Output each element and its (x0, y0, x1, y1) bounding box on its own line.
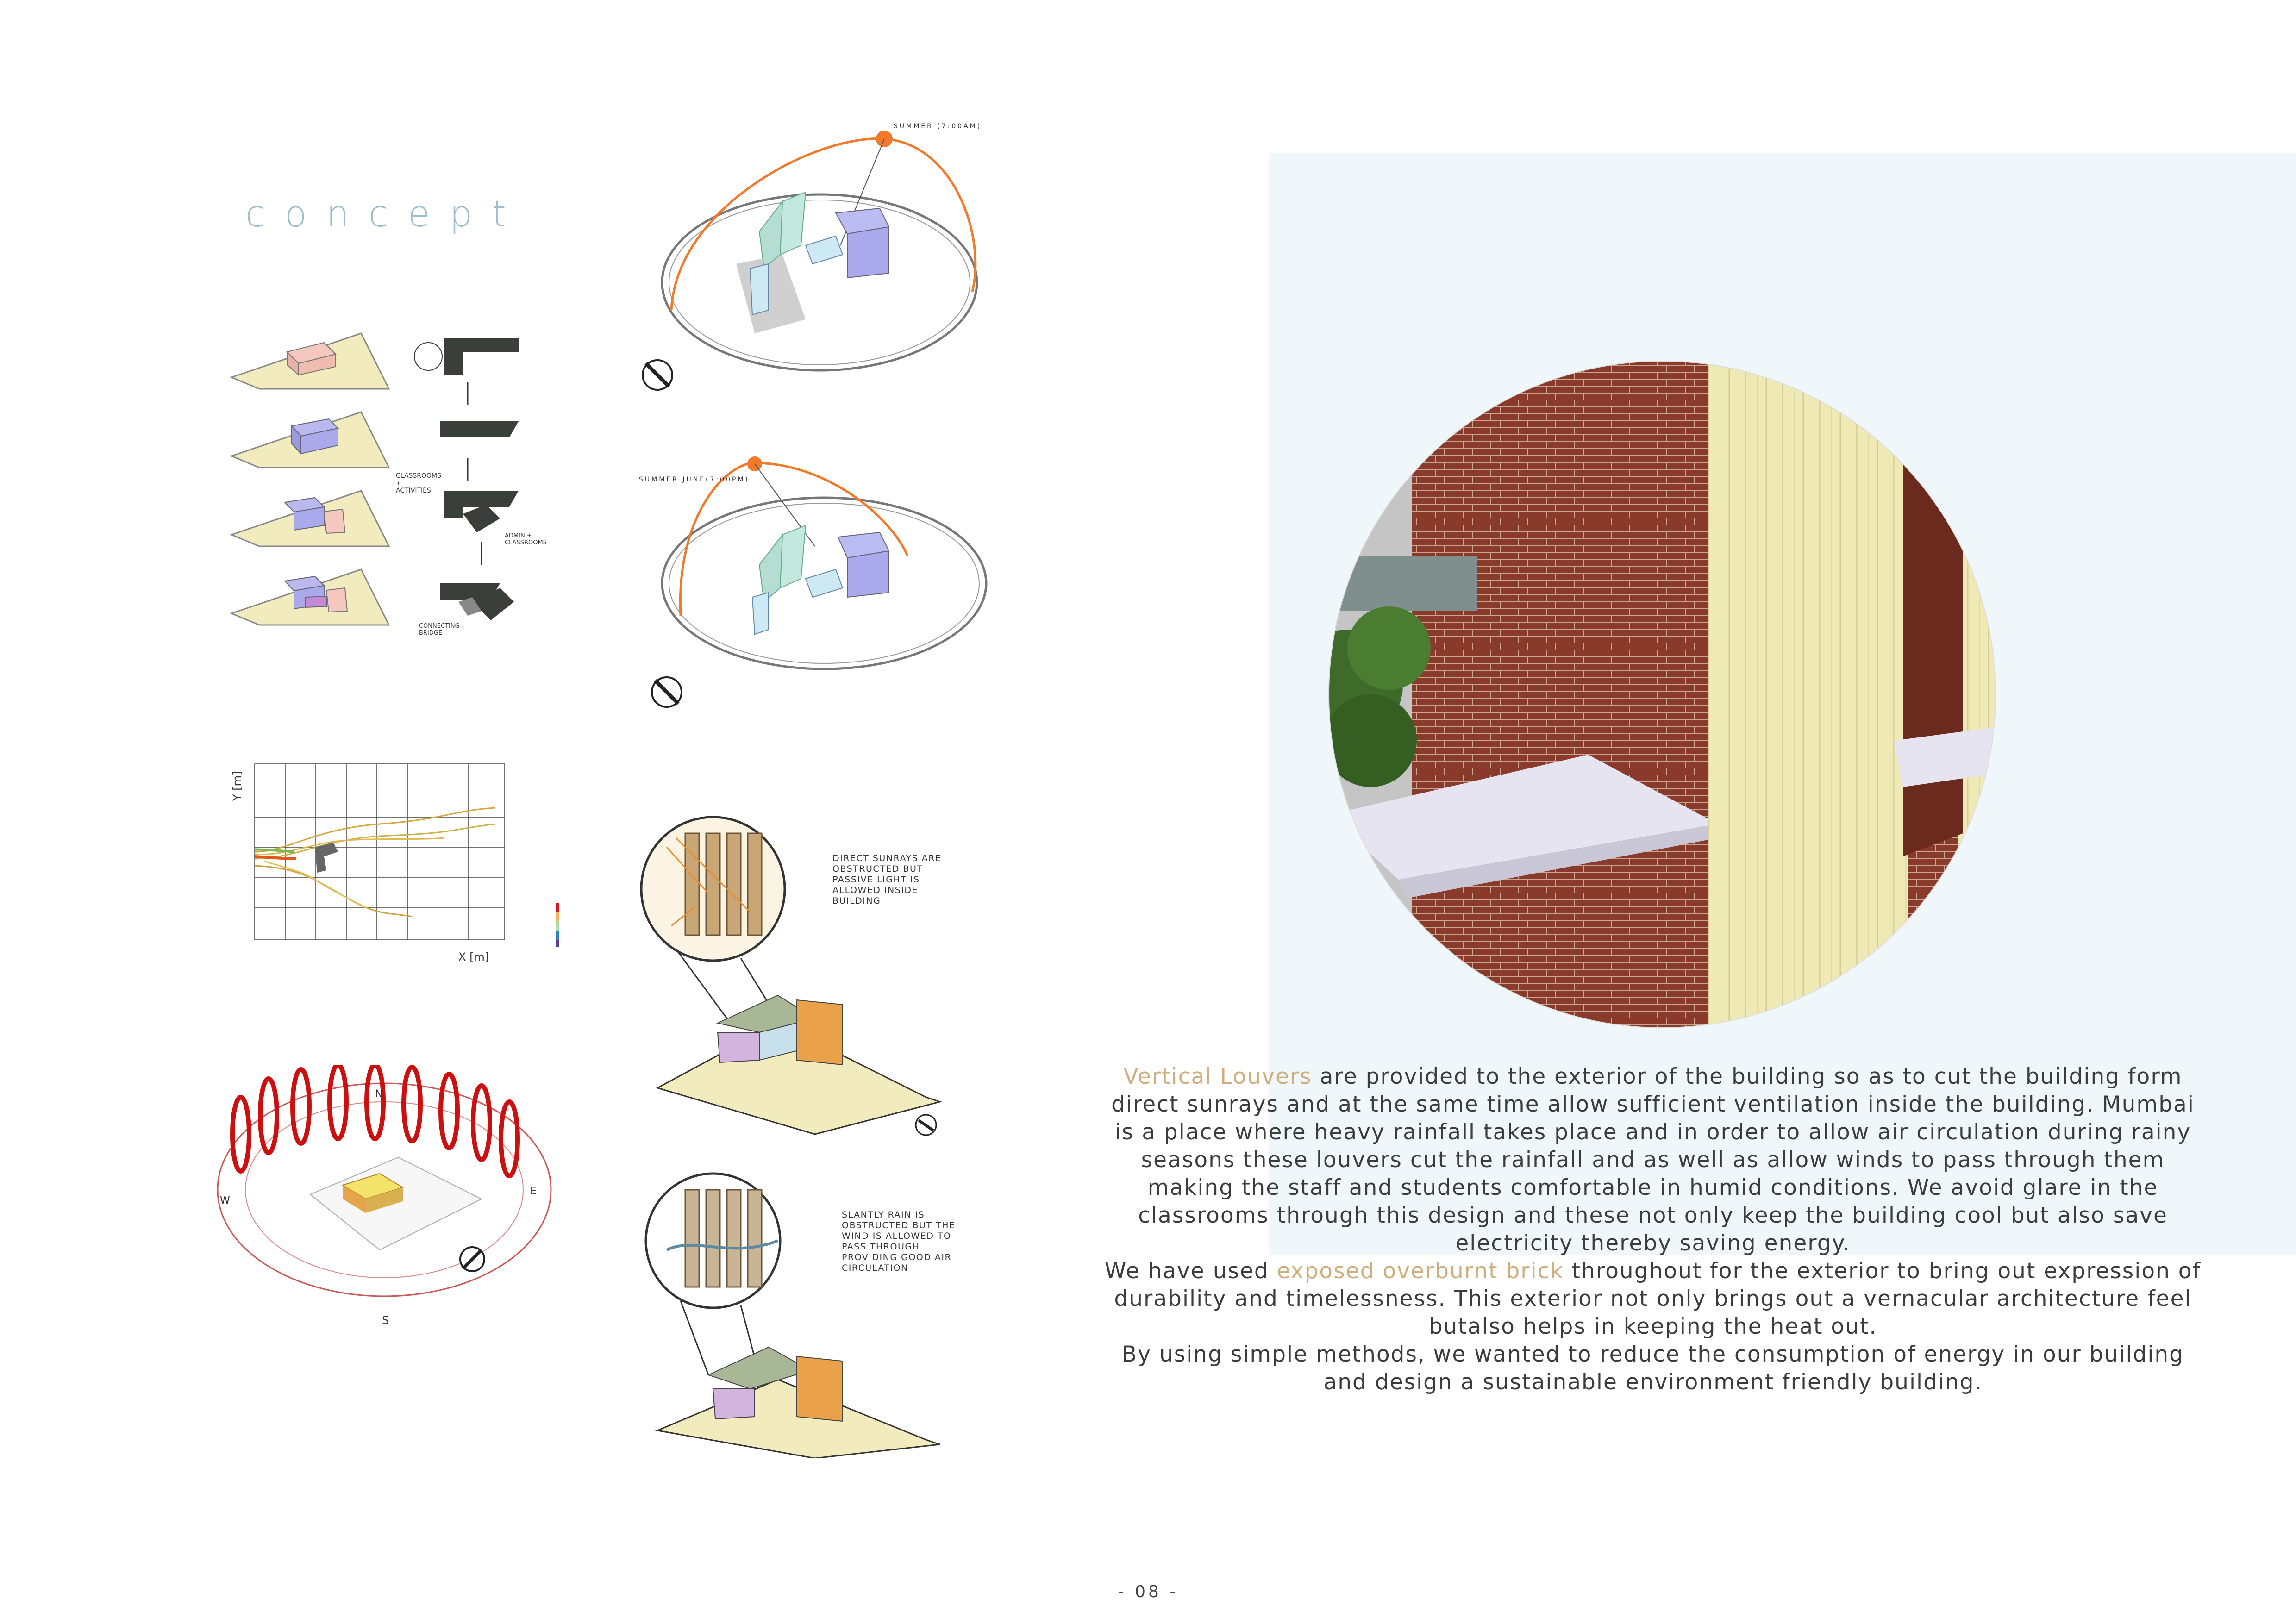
callout-rain-line-6: CIRCULATION (842, 1263, 908, 1273)
description-p1-rest: are provided to the exterior of the building so as to cut the building form direct sunrays and at the same time allow sufficient ventilation inside the building. Mumbai is a place where heavy rainfall takes place and in order to allow air circulation during rainy seasons these louvers cut the rainfall and as well as allow winds to pass through them making the staff and students comfortable in humid conditions. We avoid glare in the classrooms through this design and these not only keep the building cool but also save electricity thereby saving energy. (1111, 1064, 2195, 1256)
sun-path-3d-diagram (204, 1065, 565, 1343)
compass-north: N (375, 1088, 383, 1100)
note-classrooms-activities: CLASSROOMS + ACTIVITIES (396, 472, 441, 494)
compass-icon-1 (643, 360, 672, 390)
compass-icon-2 (652, 677, 682, 707)
note-connecting-bridge: CONNECTING BRIDGE (419, 623, 460, 637)
louver-rain-diagram (639, 1171, 1000, 1458)
massing-step-4 (231, 569, 389, 625)
callout-sunrays-text (832, 853, 941, 906)
page-number: - 08 - (1118, 1582, 1179, 1601)
sun-path-evening (662, 456, 986, 669)
colour-scale (556, 903, 559, 947)
callout-rain-line-5: PROVIDING GOOD AIR (842, 1252, 952, 1262)
massing-step-1 (231, 333, 389, 389)
sun-path-morning (662, 131, 977, 370)
wind-flow-chart (194, 759, 574, 972)
callout-rain-line-4: PASS THROUGH (842, 1242, 920, 1252)
compass-south: S (382, 1314, 389, 1327)
compass-icon-3 (460, 1247, 484, 1271)
sun-loops (232, 1065, 518, 1176)
callout-sunrays-line-1: DIRECT SUNRAYS ARE (832, 853, 942, 863)
callout-rain-text (842, 1210, 955, 1273)
description-paragraph-2 (1102, 1257, 2204, 1341)
sun-label-summer-june: SUMMER JUNE(7:00PM) (639, 476, 750, 483)
chart-xlabel: X [m] (458, 950, 489, 963)
description-text (1102, 1063, 2204, 1396)
compass-west: W (220, 1195, 230, 1206)
description-p2-rest: throughout for the exterior to bring out expression of durability and timelessness. This exterior not only brings out a vernacular architecture feel butalso helps in keeping the heat out. (1114, 1258, 2202, 1339)
sun-label-summer-morning: SUMMER (7:00AM) (894, 123, 982, 130)
callout-rain-line-3: WIND IS ALLOWED TO (842, 1231, 951, 1241)
callout-sunrays-line-3: PASSIVE LIGHT IS (832, 874, 920, 885)
sun-path-diagrams (630, 116, 1009, 755)
concept-title: concept (245, 194, 526, 235)
massing-step-3 (231, 491, 389, 546)
massing-diagrams (222, 324, 528, 657)
chart-ylabel: Y [m] (231, 771, 244, 801)
wind-streamlines (255, 808, 495, 917)
louver-sun-diagram (639, 801, 1000, 1162)
callout-rain-line-2: OBSTRUCTED BUT THE (842, 1220, 956, 1230)
louver-render (1292, 324, 2033, 1065)
building-footprint (315, 843, 338, 873)
massing-step-2 (231, 412, 389, 468)
callout-rain-line-1: SLANTLY RAIN IS (842, 1210, 925, 1220)
compass-east: E (530, 1186, 537, 1197)
note-admin-classrooms: ADMIN + CLASSROOMS (505, 532, 547, 546)
highlight-vertical-louvers: Vertical Louvers (1123, 1064, 1312, 1089)
callout-sunrays-line-4: ALLOWED INSIDE (832, 885, 919, 895)
highlight-exposed-brick: exposed overburnt brick (1276, 1258, 1564, 1284)
callout-sunrays-line-5: BUILDING (832, 896, 881, 906)
callout-sunrays-line-2: OBSTRUCTED BUT (832, 864, 923, 874)
compass-icon-4 (916, 1115, 936, 1135)
description-paragraph-1 (1102, 1063, 2204, 1257)
description-paragraph-3: By using simple methods, we wanted to reduce the consumption of energy in our building and design a sustainable environment friendly building. (1121, 1342, 2184, 1395)
description-p2-before: We have used (1104, 1258, 1277, 1284)
